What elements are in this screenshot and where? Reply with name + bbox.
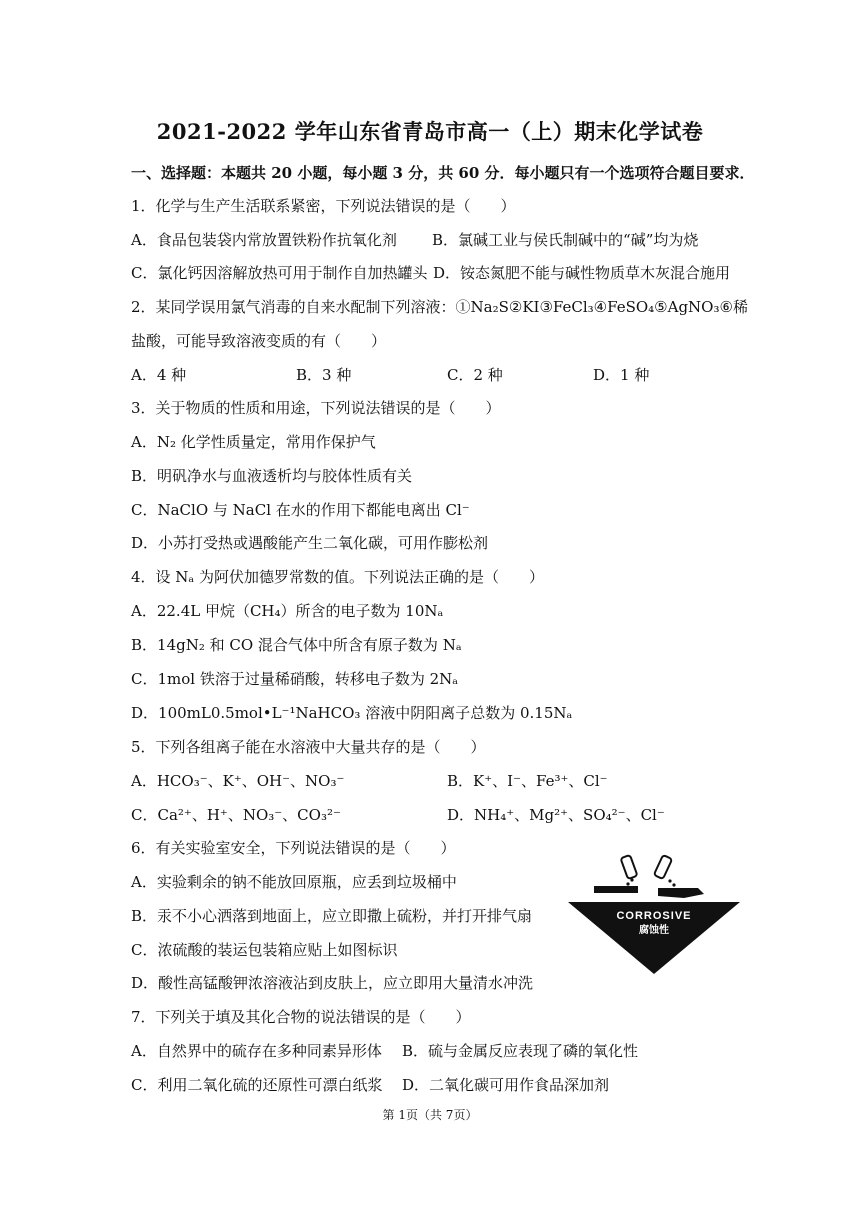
question-5-option-d: D．NH₄⁺、Mg²⁺、SO₄²⁻、Cl⁻: [447, 806, 665, 824]
question-3-option-a: A．N₂ 化学性质量定，常用作保护气: [131, 433, 376, 451]
question-1-option-c: C．氯化钙因溶解放热可用于制作自加热罐头: [131, 264, 428, 282]
question-6-option-d: D．酸性高锰酸钾浓溶液沾到皮肤上，应立即用大量清水冲洗: [131, 974, 534, 992]
question-7-option-b: B．硫与金属反应表现了磷的氧化性: [402, 1042, 639, 1060]
section-heading: 一、选择题：本题共 20 小题，每小题 3 分，共 60 分．每小题只有一个选项符合题目要求．: [131, 164, 755, 182]
question-2-option-c: C．2 种: [447, 366, 503, 384]
question-5-option-a: A．HCO₃⁻、K⁺、OH⁻、NO₃⁻: [131, 772, 345, 790]
page-footer: 第 1页（共 7页）: [382, 1108, 478, 1122]
question-2-option-b: B．3 种: [296, 366, 352, 384]
question-5-option-c: C．Ca²⁺、H⁺、NO₃⁻、CO₃²⁻: [131, 806, 341, 824]
question-3-option-b: B．明矾净水与血液透析均与胶体性质有关: [131, 467, 413, 485]
corrosive-label-en: CORROSIVE: [616, 910, 692, 922]
question-7-option-d: D．二氧化碳可用作食品深加剂: [402, 1076, 610, 1094]
question-1-option-b: B．氯碱工业与侯氏制碱中的“碱”均为烧: [432, 231, 699, 249]
question-5-stem: 5．下列各组离子能在水溶液中大量共存的是（ ）: [131, 738, 486, 756]
corrosive-label-cn: 腐蚀性: [639, 925, 669, 936]
question-7-option-c: C．利用二氧化硫的还原性可漂白纸浆: [131, 1076, 383, 1094]
question-2-stem-line2: 盐酸，可能导致溶液变质的有（ ）: [131, 332, 387, 350]
question-6-option-b: B．汞不小心洒落到地面上，应立即撒上硫粉，并打开排气扇: [131, 907, 533, 925]
question-2-option-d: D．1 种: [593, 366, 650, 384]
question-3-option-d: D．小苏打受热或遇酸能产生二氧化碳，可用作膨松剂: [131, 534, 489, 552]
question-3-stem: 3．关于物质的性质和用途，下列说法错误的是（ ）: [131, 399, 501, 417]
question-1-option-a: A．食品包装袋内常放置铁粉作抗氧化剂: [131, 231, 397, 249]
question-4-option-c: C．1mol 铁溶于过量稀硝酸，转移电子数为 2Nₐ: [131, 670, 459, 688]
test-tube-left-icon: [594, 855, 638, 893]
question-1-option-d: D．铵态氮肥不能与碱性物质草木灰混合施用: [433, 264, 731, 282]
question-5-option-b: B．K⁺、I⁻、Fe³⁺、Cl⁻: [447, 772, 608, 790]
question-7-stem: 7．下列关于填及其化合物的说法错误的是（ ）: [131, 1008, 471, 1026]
question-6-stem: 6．有关实验室安全，下列说法错误的是（ ）: [131, 839, 456, 857]
question-4-stem: 4．设 Nₐ 为阿伏加德罗常数的值。下列说法正确的是（ ）: [131, 568, 544, 586]
test-tube-right-icon: [654, 855, 704, 898]
question-6-option-a: A．实验剩余的钠不能放回原瓶，应丢到垃圾桶中: [131, 873, 457, 891]
corrosive-hazard-icon: [566, 848, 742, 976]
question-4-option-b: B．14gN₂ 和 CO 混合气体中所含有原子数为 Nₐ: [131, 636, 462, 654]
question-4-option-d: D．100mL0.5mol•L⁻¹NaHCO₃ 溶液中阴阳离子总数为 0.15Nₐ: [131, 704, 573, 722]
question-2-stem-line1: 2．某同学误用氯气消毒的自来水配制下列溶液：①Na₂S②KI③FeCl₃④FeSO₄⑤AgNO₃⑥稀: [131, 298, 748, 316]
question-2-option-a: A．4 种: [131, 366, 187, 384]
question-6-option-c: C．浓硫酸的装运包装箱应贴上如图标识: [131, 941, 398, 959]
question-4-option-a: A．22.4L 甲烷（CH₄）所含的电子数为 10Nₐ: [131, 602, 444, 620]
page-title: 2021-2022 学年山东省青岛市高一（上）期末化学试卷: [156, 119, 704, 144]
question-1-stem: 1．化学与生产生活联系紧密，下列说法错误的是（ ）: [131, 197, 516, 215]
question-3-option-c: C．NaClO 与 NaCl 在水的作用下都能电离出 Cl⁻: [131, 501, 470, 519]
question-7-option-a: A．自然界中的硫存在多种同素异形体: [131, 1042, 382, 1060]
